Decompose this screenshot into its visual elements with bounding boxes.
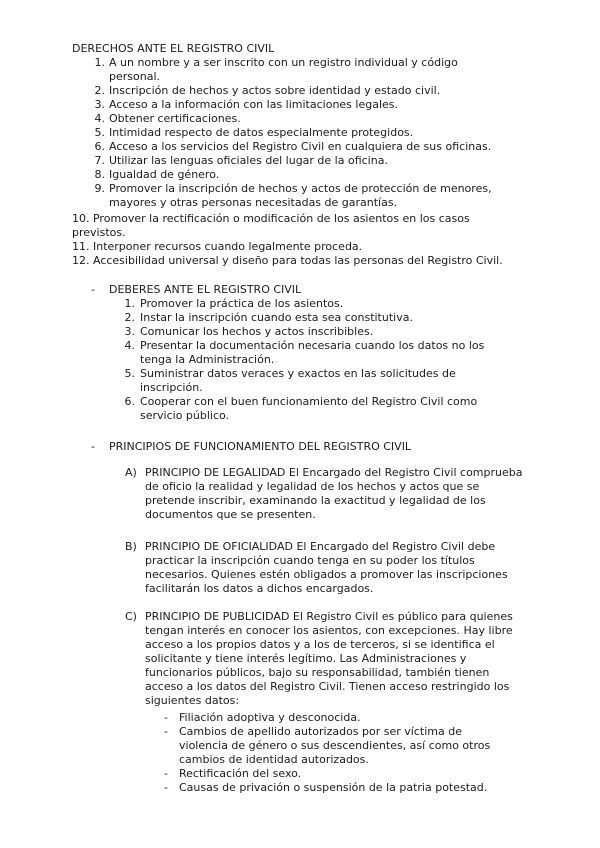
restricted-data-list	[164, 711, 524, 795]
item-text: Comunicar los hechos y actos inscribibles.	[140, 325, 374, 338]
item-number: 6.	[94, 140, 105, 153]
item-text: PRINCIPIO DE PUBLICIDAD El Registro Civil es público para quienes tengan interés en conocer los asientos, con excepciones. Hay libre acceso a los propios datos y a los de terceros, si se identifica el solicitante y tiene interés legítimo. Las Administraciones y funcionarios públicos, bajo su responsabilidad, también tienen acceso a los datos del Registro Civil. Tienen acceso restringido los siguientes datos:	[145, 610, 513, 707]
list-item	[164, 711, 524, 725]
list-item	[109, 297, 541, 311]
list-item	[72, 154, 542, 168]
dash-bullet: -	[91, 440, 95, 453]
item-number: 9.	[94, 182, 105, 195]
list-item	[164, 781, 524, 795]
item-number: 2.	[124, 311, 135, 324]
list-item	[72, 98, 542, 112]
item-number: 3.	[124, 325, 135, 338]
dash-bullet: -	[91, 283, 95, 296]
deberes-section	[91, 283, 541, 423]
deberes-list	[109, 297, 541, 423]
list-item	[72, 126, 542, 140]
item-text: Promover la inscripción de hechos y actos de protección de menores, mayores y otras personas necesitadas de garantías.	[109, 182, 492, 209]
item-number: 4.	[124, 339, 135, 352]
item-number: 6.	[124, 395, 135, 408]
list-item	[109, 339, 541, 367]
principios-section	[91, 440, 541, 454]
item-number: 3.	[94, 98, 105, 111]
list-item	[164, 725, 524, 767]
derechos-list	[72, 56, 542, 210]
item-text: Cooperar con el buen funcionamiento del Registro Civil como servicio público.	[140, 395, 478, 422]
item-text: Obtener certificaciones.	[109, 112, 241, 125]
item-letter: A)	[125, 466, 137, 479]
derechos-title: DERECHOS ANTE EL REGISTRO CIVIL	[72, 42, 275, 55]
item-number: 8.	[94, 168, 105, 181]
item-text: Rectificación del sexo.	[179, 767, 302, 780]
principio-oficialidad	[125, 540, 525, 596]
list-item	[72, 84, 542, 98]
item-text: Inscripción de hechos y actos sobre identidad y estado civil.	[109, 84, 441, 97]
item-text: PRINCIPIO DE OFICIALIDAD El Encargado del Registro Civil debe practicar la inscripción cuando tenga en su poder los títulos necesarios. Quienes estén obligados a promover las inscripciones facilitarán los datos a dichos encargados.	[145, 540, 508, 595]
list-item: 11. Interponer recursos cuando legalmente proceda.	[72, 240, 363, 253]
list-item	[72, 168, 542, 182]
principio-legalidad	[125, 466, 525, 522]
item-text: Cambios de apellido autorizados por ser víctima de violencia de género o sus descendientes, así como otros cambios de identidad autorizados.	[179, 725, 491, 766]
item-text: Causas de privación o suspensión de la patria potestad.	[179, 781, 488, 794]
item-text: Utilizar las lenguas oficiales del lugar de la oficina.	[109, 154, 388, 167]
item-text: Igualdad de género.	[109, 168, 220, 181]
item-text: Intimidad respecto de datos especialmente protegidos.	[109, 126, 414, 139]
item-text: Filiación adoptiva y desconocida.	[179, 711, 361, 724]
item-text: Presentar la documentación necesaria cuando los datos no los tenga la Administración.	[140, 339, 485, 366]
item-text: Acceso a la información con las limitaciones legales.	[109, 98, 399, 111]
list-item	[109, 325, 541, 339]
dash-bullet: -	[164, 781, 168, 794]
item-text: Acceso a los servicios del Registro Civil en cualquiera de sus oficinas.	[109, 140, 492, 153]
list-item	[72, 112, 542, 126]
list-item	[164, 767, 524, 781]
list-item	[72, 140, 542, 154]
list-item	[109, 395, 541, 423]
list-item	[109, 311, 541, 325]
principio-publicidad	[125, 610, 525, 708]
item-number: 7.	[94, 154, 105, 167]
item-number: 4.	[94, 112, 105, 125]
deberes-title: DEBERES ANTE EL REGISTRO CIVIL	[109, 283, 302, 296]
item-number: 5.	[94, 126, 105, 139]
dash-bullet: -	[164, 711, 168, 724]
list-item	[72, 56, 542, 84]
item-text: A un nombre y a ser inscrito con un registro individual y código personal.	[109, 56, 458, 83]
list-item: 10. Promover la rectificación o modificación de los asientos en los casos previstos.	[72, 212, 470, 239]
derechos-section	[72, 42, 542, 210]
item-letter: C)	[125, 610, 137, 623]
item-text: Suministrar datos veraces y exactos en las solicitudes de inscripción.	[140, 367, 456, 394]
list-item: 12. Accesibilidad universal y diseño para todas las personas del Registro Civil.	[72, 254, 503, 267]
item-number: 1.	[94, 56, 105, 69]
dash-bullet: -	[164, 767, 168, 780]
item-text: Promover la práctica de los asientos.	[140, 297, 344, 310]
deberes-heading	[91, 283, 541, 297]
list-item	[72, 182, 542, 210]
principios-title: PRINCIPIOS DE FUNCIONAMIENTO DEL REGISTRO CIVIL	[109, 440, 412, 453]
item-number: 5.	[124, 367, 135, 380]
item-text: PRINCIPIO DE LEGALIDAD El Encargado del Registro Civil comprueba de oficio la realidad y legalidad de los hechos y actos que se pretende inscribir, examinando la exactitud y legalidad de los documentos que se presenten.	[145, 466, 523, 521]
item-number: 1.	[124, 297, 135, 310]
derechos-extra	[72, 212, 542, 268]
item-text: Instar la inscripción cuando esta sea constitutiva.	[140, 311, 413, 324]
principios-heading	[91, 440, 541, 454]
list-item	[109, 367, 541, 395]
item-number: 2.	[94, 84, 105, 97]
item-letter: B)	[125, 540, 137, 553]
dash-bullet: -	[164, 725, 168, 738]
